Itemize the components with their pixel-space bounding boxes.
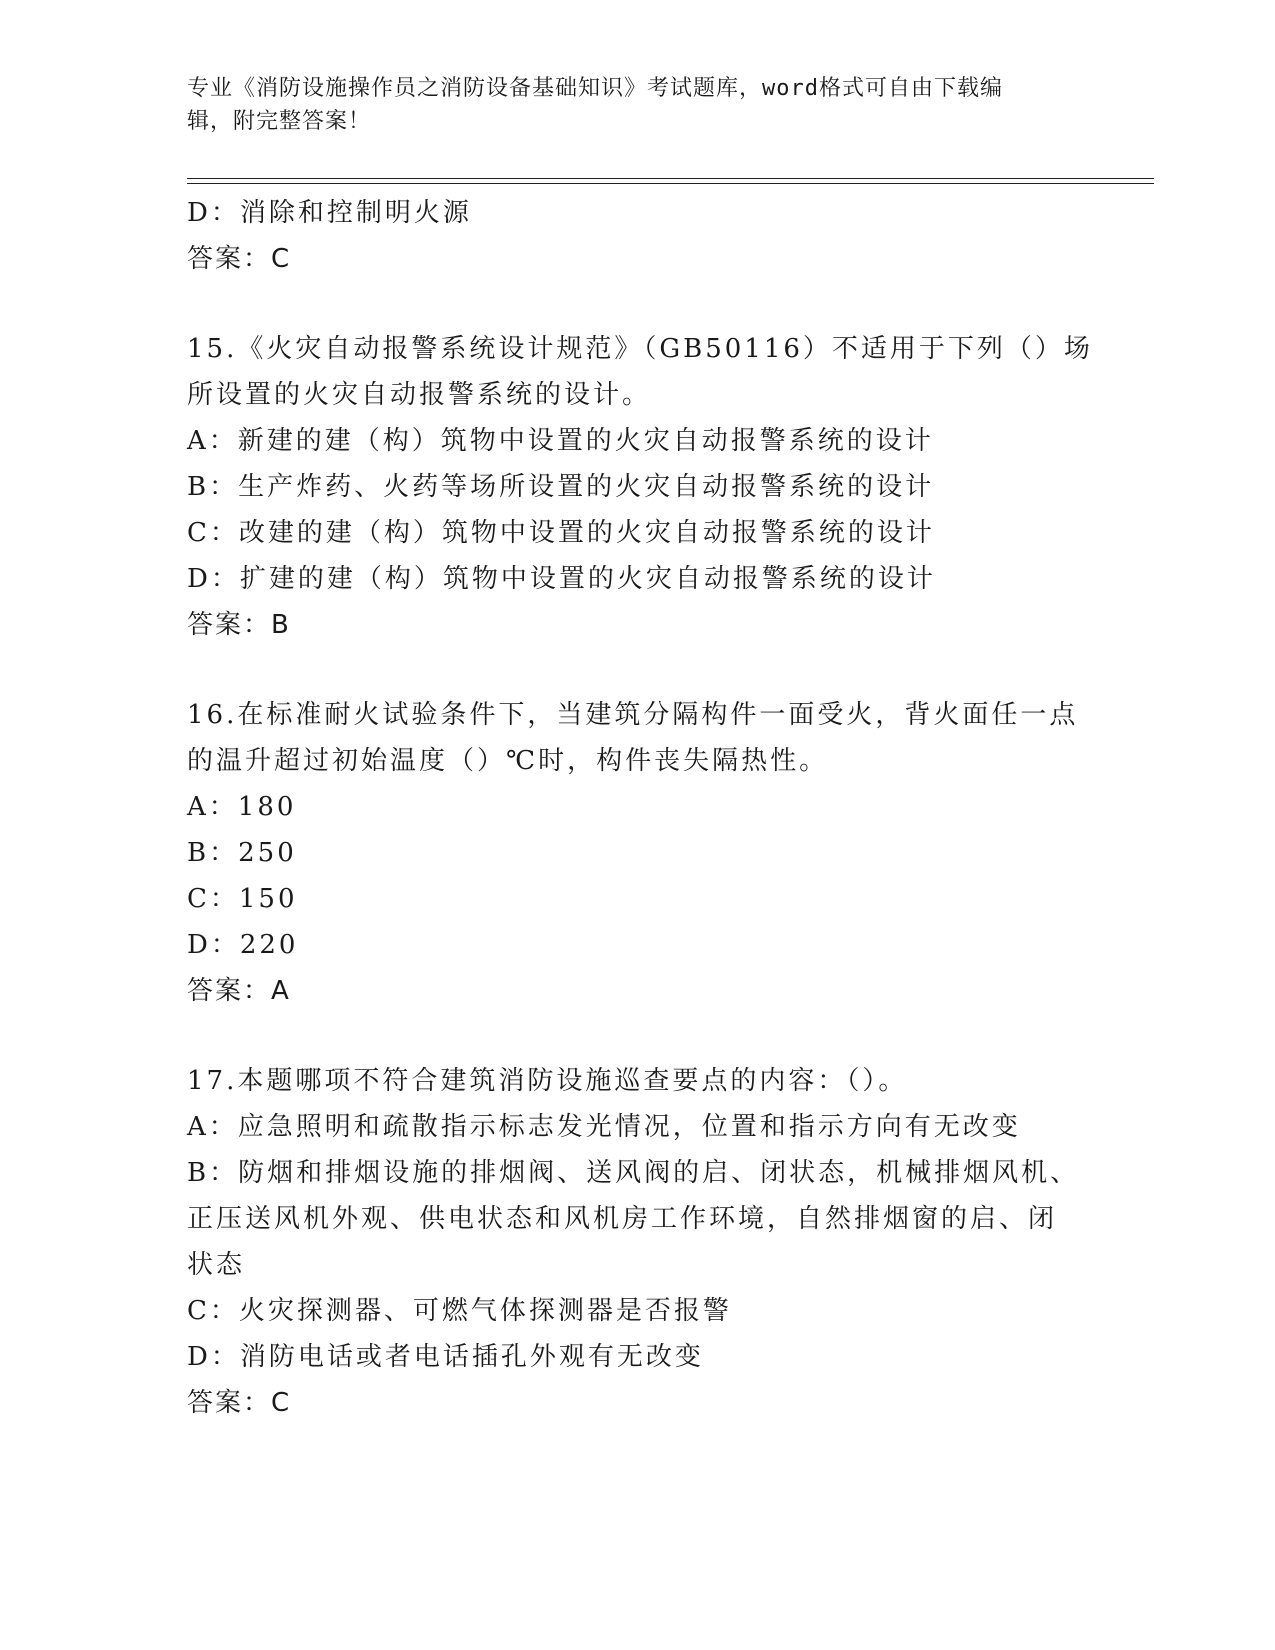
- answer: 答案：C: [187, 1388, 292, 1418]
- question-17: [187, 1058, 1087, 1426]
- option-b-line: 状态: [187, 1250, 246, 1280]
- prev-answer: 答案：C: [187, 244, 292, 274]
- option-a: A：新建的建（构）筑物中设置的火灾自动报警系统的设计: [187, 426, 934, 456]
- spacer: [187, 282, 1087, 326]
- spacer: [187, 1014, 1087, 1058]
- header-divider-bottom: [187, 183, 1154, 184]
- header-line-1: 专业《消防设施操作员之消防设备基础知识》考试题库，word格式可自由下载编: [187, 76, 1003, 101]
- option-b: B：生产炸药、火药等场所设置的火灾自动报警系统的设计: [187, 472, 935, 502]
- question-stem-line: 15.《火灾自动报警系统设计规范》（GB50116）不适用于下列（）场: [187, 334, 1093, 364]
- spacer: [187, 648, 1087, 692]
- option-b-line: B：防烟和排烟设施的排烟阀、送风阀的启、闭状态，机械排烟风机、: [187, 1158, 1080, 1188]
- option-d: D：消防电话或者电话插孔外观有无改变: [187, 1342, 704, 1372]
- document-header: [187, 72, 1067, 138]
- question-16: [187, 692, 1087, 1014]
- option-a: A：应急照明和疏散指示标志发光情况，位置和指示方向有无改变: [187, 1112, 1021, 1142]
- question-stem-line: 17.本题哪项不符合建筑消防设施巡查要点的内容：（）。: [187, 1066, 908, 1096]
- option-b: B：250: [187, 838, 297, 868]
- question-stem-line: 所设置的火灾自动报警系统的设计。: [187, 380, 652, 410]
- header-divider-top: [187, 178, 1154, 179]
- question-stem-line: 16.在标准耐火试验条件下，当建筑分隔构件一面受火，背火面任一点: [187, 700, 1079, 730]
- prev-option-d: D：消除和控制明火源: [187, 198, 472, 228]
- option-a: A：180: [187, 792, 297, 822]
- answer: 答案：B: [187, 610, 291, 640]
- question-stem-line: 的温升超过初始温度（）℃时，构件丧失隔热性。: [187, 746, 829, 776]
- question-content: [187, 190, 1093, 1426]
- option-d: D：220: [187, 930, 299, 960]
- option-b-line: 正压送风机外观、供电状态和风机房工作环境，自然排烟窗的启、闭: [187, 1204, 1058, 1234]
- option-d: D：扩建的建（构）筑物中设置的火灾自动报警系统的设计: [187, 564, 936, 594]
- header-line-2: 辑，附完整答案！: [187, 109, 372, 134]
- option-c: C：火灾探测器、可燃气体探测器是否报警: [187, 1296, 732, 1326]
- option-c: C：改建的建（构）筑物中设置的火灾自动报警系统的设计: [187, 518, 935, 548]
- question-15: [187, 326, 1093, 648]
- option-c: C：150: [187, 884, 298, 914]
- answer: 答案：A: [187, 976, 291, 1006]
